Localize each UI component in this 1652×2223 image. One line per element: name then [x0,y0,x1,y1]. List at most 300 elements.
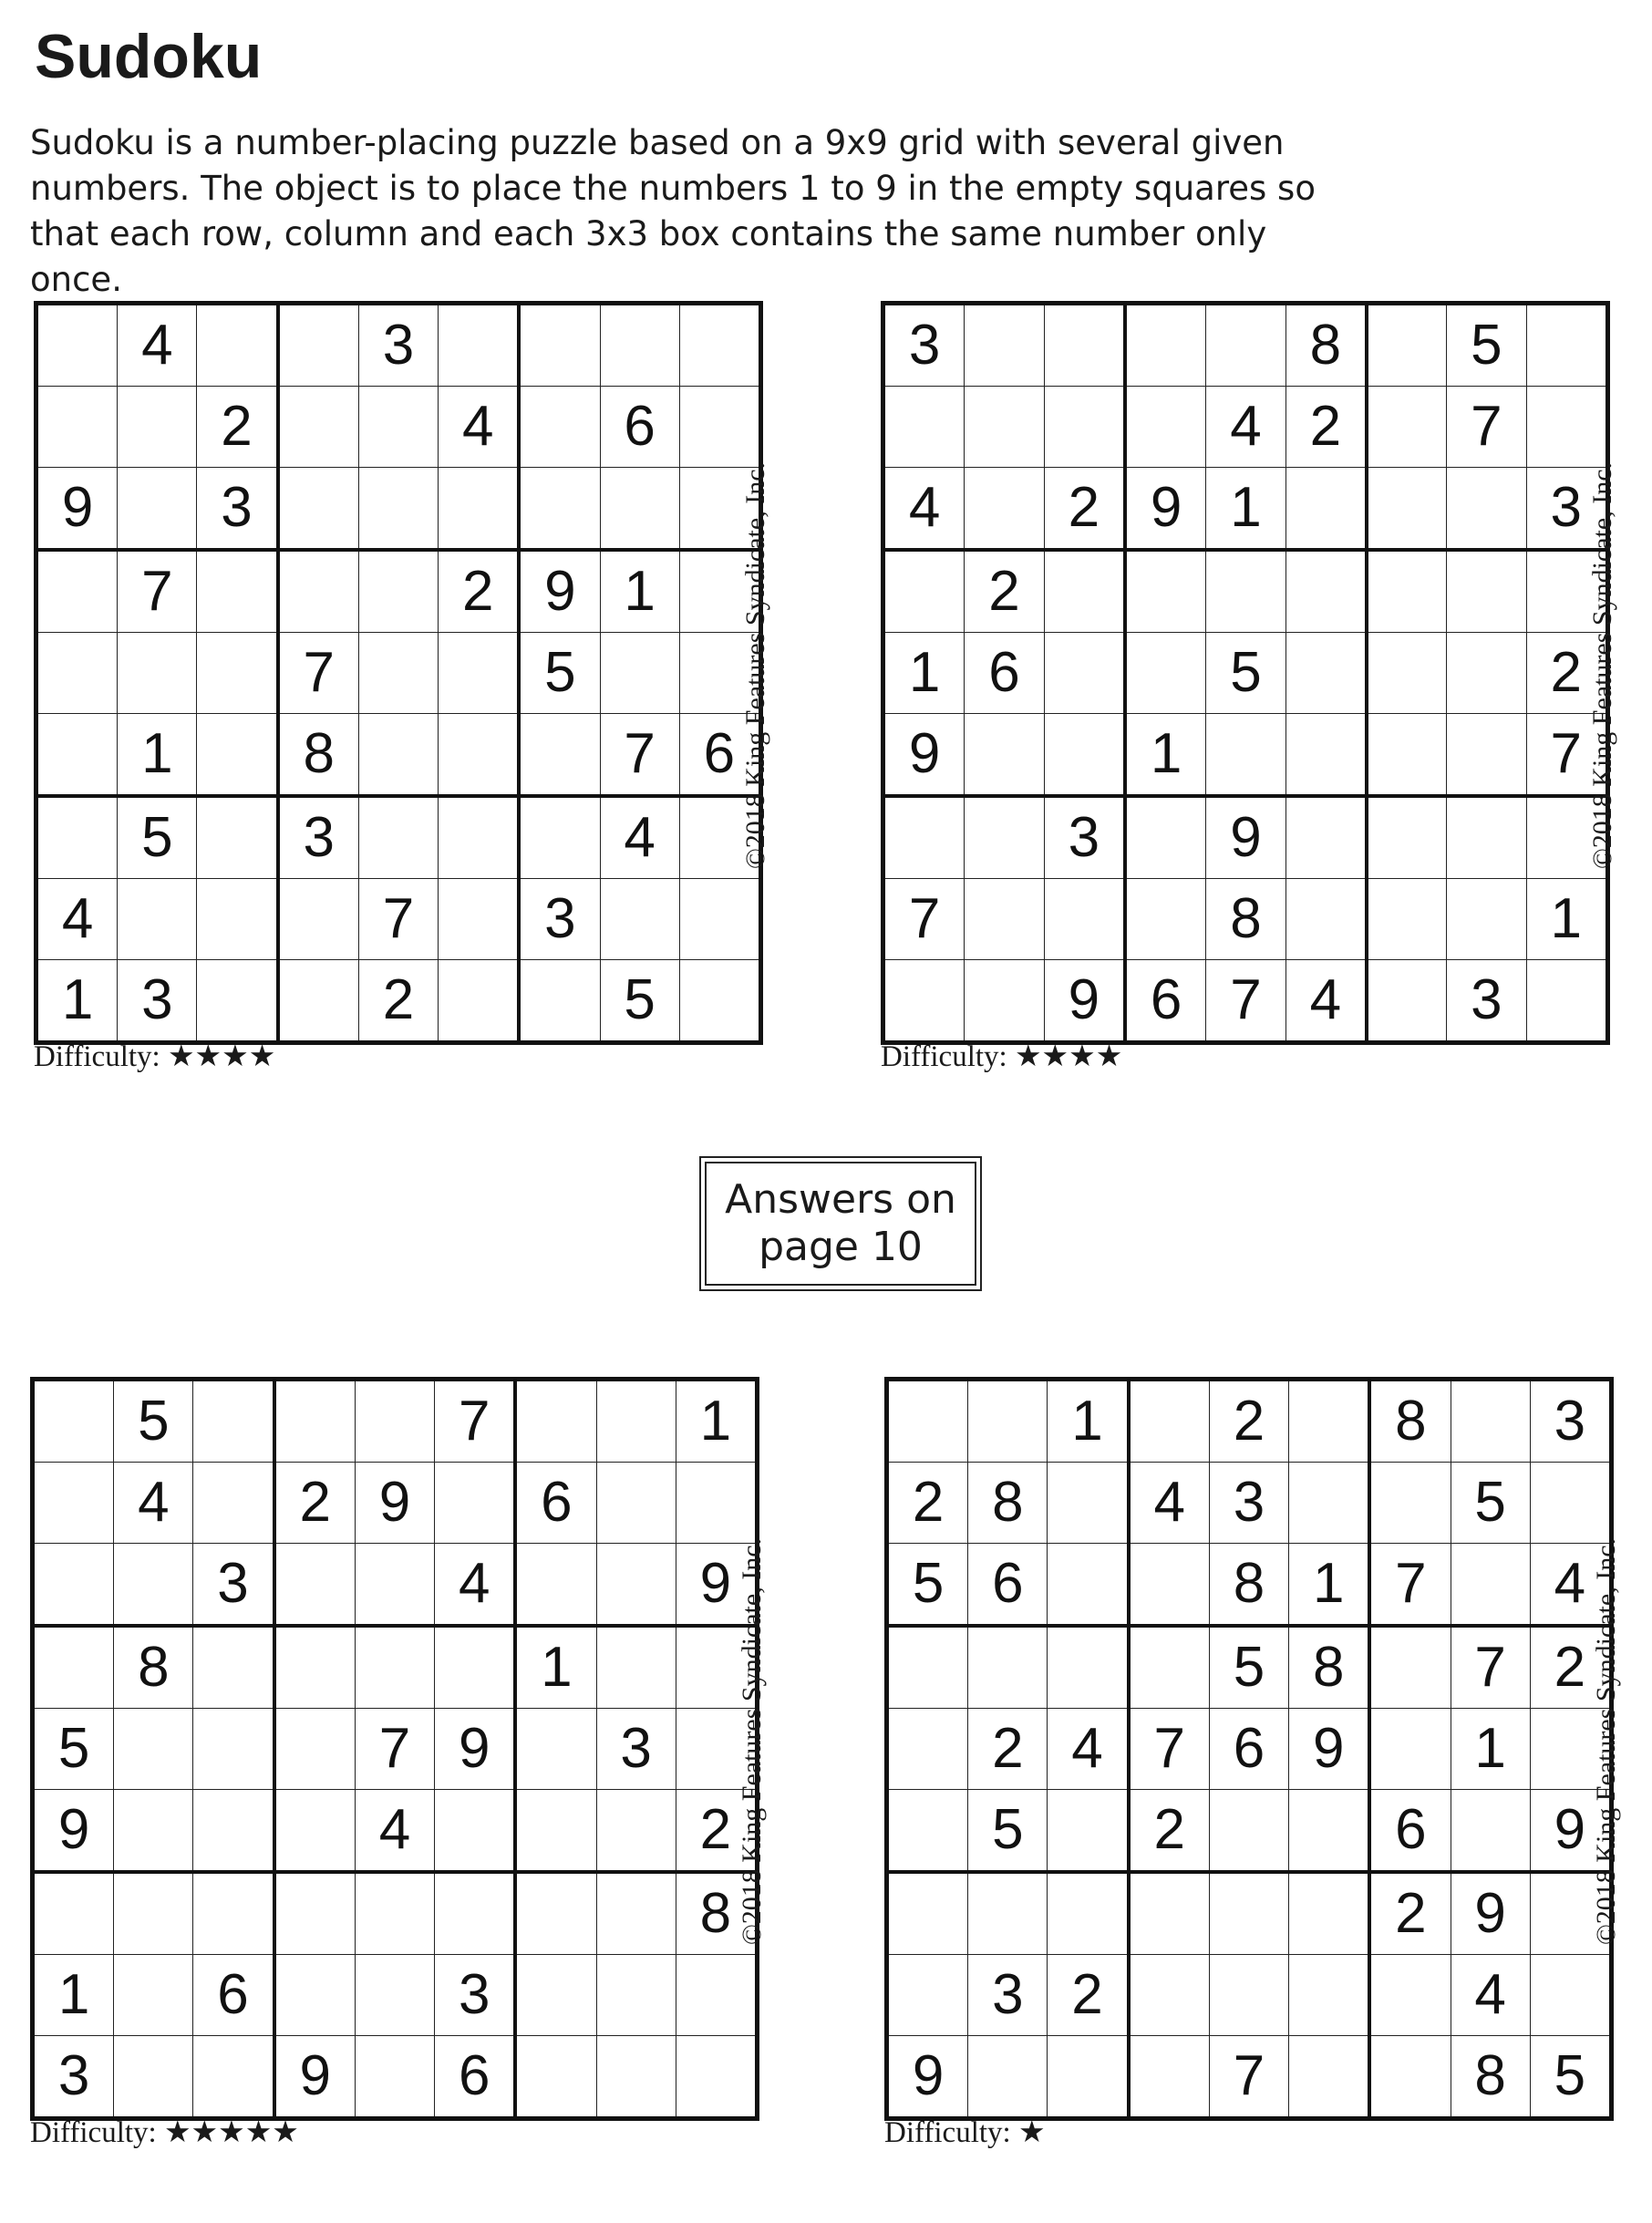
grid-cell: 7 [435,1380,516,1463]
grid-cell[interactable] [596,1544,676,1627]
grid-cell: 1 [118,714,197,797]
grid-cell: 1 [1289,1544,1370,1627]
grid-cell[interactable] [197,714,278,797]
grid-cell: 3 [278,796,359,879]
grid-cell: 7 [1526,714,1607,797]
puzzle-3 [30,1377,767,2161]
grid-cell[interactable] [278,387,359,468]
grid-row [36,304,761,387]
grid-cell[interactable] [600,304,679,387]
grid-cell: 8 [1285,304,1367,387]
grid-cell[interactable] [883,796,965,879]
grid-cell[interactable] [1048,1790,1129,1873]
grid-cell: 5 [1447,304,1526,387]
grid-cell: 7 [358,879,438,960]
grid-cell[interactable] [1289,1380,1370,1463]
grid-cell[interactable] [1044,714,1125,797]
grid-cell: 3 [197,468,278,551]
grid-row [887,1872,1612,1955]
grid-cell[interactable] [679,387,760,468]
grid-cell: 5 [1209,1626,1288,1709]
grid-cell[interactable] [519,304,600,387]
grid-cell[interactable] [193,1790,274,1873]
grid-cell[interactable] [439,960,520,1043]
grid-cell[interactable] [118,633,197,714]
grid-cell[interactable] [887,1790,968,1873]
copyright-notice: ©2018 King Features Syndicate, Inc. [740,461,770,870]
grid-cell: 4 [1048,1709,1129,1790]
grid-cell[interactable] [118,879,197,960]
grid-cell[interactable] [1044,304,1125,387]
grid-cell[interactable] [1289,2036,1370,2119]
grid-row [33,1955,758,2036]
grid-cell[interactable] [358,550,438,633]
grid-cell[interactable] [1125,879,1206,960]
grid-cell[interactable] [1369,2036,1451,2119]
grid-cell: 3 [1044,796,1125,879]
grid-cell[interactable] [1125,550,1206,633]
grid-cell[interactable] [1206,550,1285,633]
grid-cell[interactable] [1285,468,1367,551]
grid-cell[interactable] [197,796,278,879]
grid-cell[interactable] [197,960,278,1043]
grid-cell[interactable] [519,714,600,797]
grid-cell[interactable] [965,468,1044,551]
grid-cell[interactable] [274,1790,356,1873]
difficulty-rating: Difficulty: ★★★★★ [30,2116,299,2149]
grid-cell[interactable] [435,1872,516,1955]
grid-cell: 9 [435,1709,516,1790]
grid-cell[interactable] [193,2036,274,2119]
grid-cell[interactable] [274,1626,356,1709]
grid-cell[interactable] [1125,796,1206,879]
grid-cell[interactable] [1367,714,1447,797]
grid-cell[interactable] [197,879,278,960]
grid-cell[interactable] [676,2036,757,2119]
grid-cell[interactable] [883,550,965,633]
grid-cell[interactable] [197,304,278,387]
grid-cell: 8 [1209,1544,1288,1627]
grid-cell[interactable] [1209,1790,1288,1873]
grid-cell: 3 [435,1955,516,2036]
grid-cell[interactable] [515,1709,596,1790]
grid-cell[interactable] [1447,879,1526,960]
grid-cell[interactable] [1447,633,1526,714]
grid-cell: 4 [36,879,118,960]
grid-cell: 6 [965,633,1044,714]
grid-cell[interactable] [1447,796,1526,879]
grid-cell[interactable] [193,1380,274,1463]
grid-cell[interactable] [118,387,197,468]
grid-cell: 2 [1285,387,1367,468]
grid-cell[interactable] [596,1790,676,1873]
grid-cell[interactable] [1048,2036,1129,2119]
grid-cell: 5 [1530,2036,1611,2119]
grid-cell[interactable] [439,468,520,551]
grid-cell[interactable] [1285,633,1367,714]
grid-cell[interactable] [118,468,197,551]
grid-cell[interactable] [965,960,1044,1043]
puzzle-1 [34,301,770,1085]
grid-cell[interactable] [355,1626,434,1709]
grid-cell[interactable] [355,1955,434,2036]
grid-cell[interactable] [274,1709,356,1790]
grid-row [36,633,761,714]
grid-cell[interactable] [515,2036,596,2119]
grid-cell[interactable] [1530,1463,1611,1544]
grid-cell: 9 [33,1790,114,1873]
grid-cell: 9 [355,1463,434,1544]
grid-cell[interactable] [1285,796,1367,879]
grid-cell[interactable] [193,1709,274,1790]
grid-cell: 6 [600,387,679,468]
grid-cell: 2 [676,1790,757,1873]
grid-cell: 4 [439,387,520,468]
grid-cell[interactable] [1451,1790,1530,1873]
grid-cell: 6 [968,1544,1048,1627]
grid-cell[interactable] [1367,796,1447,879]
grid-row [33,1709,758,1790]
grid-cell[interactable] [968,1872,1048,1955]
grid-cell: 9 [887,2036,968,2119]
grid-cell[interactable] [36,387,118,468]
grid-cell[interactable] [515,1380,596,1463]
grid-cell: 6 [1209,1709,1288,1790]
grid-cell[interactable] [1129,2036,1210,2119]
grid-cell: 8 [968,1463,1048,1544]
grid-cell[interactable] [355,2036,434,2119]
grid-cell[interactable] [1451,1380,1530,1463]
grid-cell: 4 [883,468,965,551]
grid-cell: 4 [1206,387,1285,468]
grid-cell[interactable] [358,714,438,797]
grid-cell[interactable] [114,1544,193,1627]
grid-cell[interactable] [1206,304,1285,387]
grid-cell[interactable] [1289,1872,1370,1955]
grid-cell[interactable] [968,1626,1048,1709]
grid-cell[interactable] [358,387,438,468]
grid-cell: 7 [118,550,197,633]
grid-cell[interactable] [358,468,438,551]
grid-cell[interactable] [515,1872,596,1955]
grid-cell[interactable] [1129,1380,1210,1463]
grid-cell[interactable] [114,1709,193,1790]
grid-cell[interactable] [435,1790,516,1873]
grid-cell[interactable] [1526,960,1607,1043]
grid-row [887,2036,1612,2119]
grid-cell[interactable] [1447,468,1526,551]
grid-cell: 8 [1206,879,1285,960]
grid-cell[interactable] [519,387,600,468]
grid-row [33,1544,758,1627]
grid-cell[interactable] [278,960,359,1043]
grid-cell[interactable] [114,1955,193,2036]
grid-cell[interactable] [1367,387,1447,468]
grid-cell[interactable] [519,960,600,1043]
grid-cell[interactable] [33,1380,114,1463]
grid-cell: 3 [1209,1463,1288,1544]
grid-cell: 3 [1530,1380,1611,1463]
difficulty-rating: Difficulty: ★ [884,2116,1046,2149]
grid-cell[interactable] [676,1463,757,1544]
grid-cell[interactable] [114,2036,193,2119]
grid-cell: 4 [1129,1463,1210,1544]
grid-cell: 9 [1289,1709,1370,1790]
grid-cell[interactable] [515,1955,596,2036]
grid-cell[interactable] [439,304,520,387]
grid-cell[interactable] [679,960,760,1043]
copyright-notice: ©2018 King Features Syndicate, Inc. [1587,461,1617,870]
grid-cell: 2 [274,1463,356,1544]
grid-cell[interactable] [1369,1463,1451,1544]
grid-cell[interactable] [1048,1872,1129,1955]
grid-cell[interactable] [1125,387,1206,468]
grid-row [33,1463,758,1544]
grid-cell[interactable] [1367,550,1447,633]
grid-row [883,304,1608,387]
grid-cell: 2 [1044,468,1125,551]
grid-cell: 5 [33,1709,114,1790]
grid-cell[interactable] [278,468,359,551]
grid-cell: 6 [435,2036,516,2119]
grid-cell[interactable] [274,1955,356,2036]
grid-cell[interactable] [33,1872,114,1955]
grid-cell[interactable] [965,714,1044,797]
grid-cell[interactable] [278,550,359,633]
grid-cell[interactable] [1048,1544,1129,1627]
grid-cell: 9 [676,1544,757,1627]
grid-cell[interactable] [1044,633,1125,714]
grid-cell[interactable] [1206,714,1285,797]
grid-cell[interactable] [33,1626,114,1709]
grid-cell[interactable] [1125,633,1206,714]
grid-cell[interactable] [679,879,760,960]
grid-cell[interactable] [197,633,278,714]
grid-cell: 2 [358,960,438,1043]
grid-cell[interactable] [1044,550,1125,633]
grid-cell[interactable] [596,1626,676,1709]
grid-cell: 6 [515,1463,596,1544]
grid-cell[interactable] [36,633,118,714]
grid-cell[interactable] [887,1626,968,1709]
grid-cell[interactable] [36,796,118,879]
grid-cell[interactable] [596,1955,676,2036]
grid-cell[interactable] [193,1872,274,1955]
grid-cell[interactable] [1209,1955,1288,2036]
grid-cell: 2 [197,387,278,468]
grid-cell: 1 [33,1955,114,2036]
grid-row [887,1626,1612,1709]
grid-cell[interactable] [278,879,359,960]
grid-row [883,633,1608,714]
grid-cell[interactable] [596,1872,676,1955]
grid-cell[interactable] [1209,1872,1288,1955]
grid-cell[interactable] [1044,879,1125,960]
grid-cell[interactable] [887,1380,968,1463]
grid-cell[interactable] [887,1709,968,1790]
grid-cell[interactable] [1367,468,1447,551]
grid-cell[interactable] [1044,387,1125,468]
grid-cell[interactable] [355,1872,434,1955]
grid-cell[interactable] [1530,1955,1611,2036]
grid-cell[interactable] [1447,714,1526,797]
grid-cell[interactable] [1526,387,1607,468]
grid-cell[interactable] [600,468,679,551]
grid-cell[interactable] [355,1544,434,1627]
grid-cell[interactable] [1369,1626,1451,1709]
answers-note: Answers on page 10 [705,1162,976,1286]
grid-cell: 3 [118,960,197,1043]
grid-cell: 8 [278,714,359,797]
grid-cell: 5 [600,960,679,1043]
grid-cell[interactable] [968,1380,1048,1463]
grid-cell: 2 [1048,1955,1129,2036]
grid-cell[interactable] [358,796,438,879]
grid-cell[interactable] [600,633,679,714]
grid-cell[interactable] [439,714,520,797]
grid-cell[interactable] [278,304,359,387]
grid-cell: 2 [965,550,1044,633]
grid-cell[interactable] [274,1380,356,1463]
grid-cell[interactable] [600,879,679,960]
grid-cell[interactable] [596,1380,676,1463]
grid-cell[interactable] [439,879,520,960]
grid-cell[interactable] [676,1955,757,2036]
grid-cell: 4 [1530,1544,1611,1627]
grid-cell: 7 [1206,960,1285,1043]
grid-cell[interactable] [1447,550,1526,633]
copyright-notice: ©2018 King Features Syndicate, Inc. [1591,1537,1621,1946]
grid-cell[interactable] [519,796,600,879]
grid-cell: 5 [114,1380,193,1463]
grid-cell[interactable] [33,1463,114,1544]
grid-cell[interactable] [33,1544,114,1627]
grid-cell[interactable] [883,387,965,468]
grid-cell[interactable] [1129,1872,1210,1955]
grid-cell[interactable] [519,468,600,551]
grid-cell[interactable] [1129,1626,1210,1709]
grid-cell: 5 [1206,633,1285,714]
grid-cell[interactable] [1451,1544,1530,1627]
grid-row [36,960,761,1043]
grid-cell: 4 [1285,960,1367,1043]
grid-cell[interactable] [968,2036,1048,2119]
grid-cell: 8 [1289,1626,1370,1709]
grid-cell[interactable] [193,1463,274,1544]
grid-cell: 7 [278,633,359,714]
grid-cell[interactable] [965,879,1044,960]
grid-row [883,468,1608,551]
grid-cell: 5 [968,1790,1048,1873]
grid-cell: 3 [519,879,600,960]
grid-cell[interactable] [197,550,278,633]
grid-cell: 2 [1129,1790,1210,1873]
grid-cell[interactable] [965,796,1044,879]
grid-cell[interactable] [965,387,1044,468]
grid-row [887,1380,1612,1463]
grid-cell[interactable] [965,304,1044,387]
grid-cell: 9 [274,2036,356,2119]
grid-cell[interactable] [1048,1626,1129,1709]
grid-cell[interactable] [439,633,520,714]
grid-cell: 6 [1125,960,1206,1043]
grid-cell: 2 [439,550,520,633]
grid-cell[interactable] [114,1790,193,1873]
grid-row [36,796,761,879]
grid-cell[interactable] [1048,1463,1129,1544]
grid-cell[interactable] [1369,1955,1451,2036]
grid-cell: 8 [114,1626,193,1709]
grid-cell: 6 [679,714,760,797]
grid-cell[interactable] [1285,879,1367,960]
grid-cell[interactable] [36,714,118,797]
grid-cell: 2 [1526,633,1607,714]
grid-cell: 1 [515,1626,596,1709]
grid-cell[interactable] [1289,1790,1370,1873]
grid-cell: 4 [355,1790,434,1873]
answers-note-box [699,1156,982,1291]
grid-cell[interactable] [1526,304,1607,387]
grid-cell[interactable] [883,960,965,1043]
grid-cell[interactable] [36,550,118,633]
grid-cell[interactable] [1285,550,1367,633]
grid-cell[interactable] [439,796,520,879]
grid-cell[interactable] [1129,1544,1210,1627]
grid-cell[interactable] [515,1790,596,1873]
grid-cell[interactable] [1369,1709,1451,1790]
grid-row [36,550,761,633]
grid-cell[interactable] [435,1626,516,1709]
grid-cell[interactable] [679,304,760,387]
sudoku-grid [34,301,763,1045]
grid-cell[interactable] [596,2036,676,2119]
grid-cell[interactable] [114,1872,193,1955]
grid-cell: 9 [1125,468,1206,551]
grid-cell: 3 [596,1709,676,1790]
grid-cell[interactable] [1367,879,1447,960]
grid-cell[interactable] [274,1872,356,1955]
grid-cell: 4 [114,1463,193,1544]
grid-row [33,1872,758,1955]
grid-cell[interactable] [1289,1955,1370,2036]
grid-cell: 1 [1206,468,1285,551]
grid-cell[interactable] [36,304,118,387]
grid-cell[interactable] [887,1872,968,1955]
grid-cell[interactable] [358,633,438,714]
grid-cell[interactable] [596,1463,676,1544]
grid-cell[interactable] [274,1544,356,1627]
grid-row [883,550,1608,633]
grid-cell[interactable] [1129,1955,1210,2036]
grid-cell[interactable] [515,1544,596,1627]
grid-cell: 9 [36,468,118,551]
grid-cell: 7 [1209,2036,1288,2119]
grid-cell[interactable] [1367,633,1447,714]
grid-cell[interactable] [887,1955,968,2036]
grid-cell[interactable] [1289,1463,1370,1544]
grid-cell[interactable] [355,1380,434,1463]
grid-row [33,1790,758,1873]
grid-cell[interactable] [1285,714,1367,797]
grid-cell: 1 [1451,1709,1530,1790]
grid-cell[interactable] [1125,304,1206,387]
grid-cell[interactable] [1367,960,1447,1043]
grid-cell: 9 [519,550,600,633]
grid-cell[interactable] [1367,304,1447,387]
grid-row [887,1955,1612,2036]
grid-cell[interactable] [193,1626,274,1709]
grid-cell[interactable] [435,1463,516,1544]
